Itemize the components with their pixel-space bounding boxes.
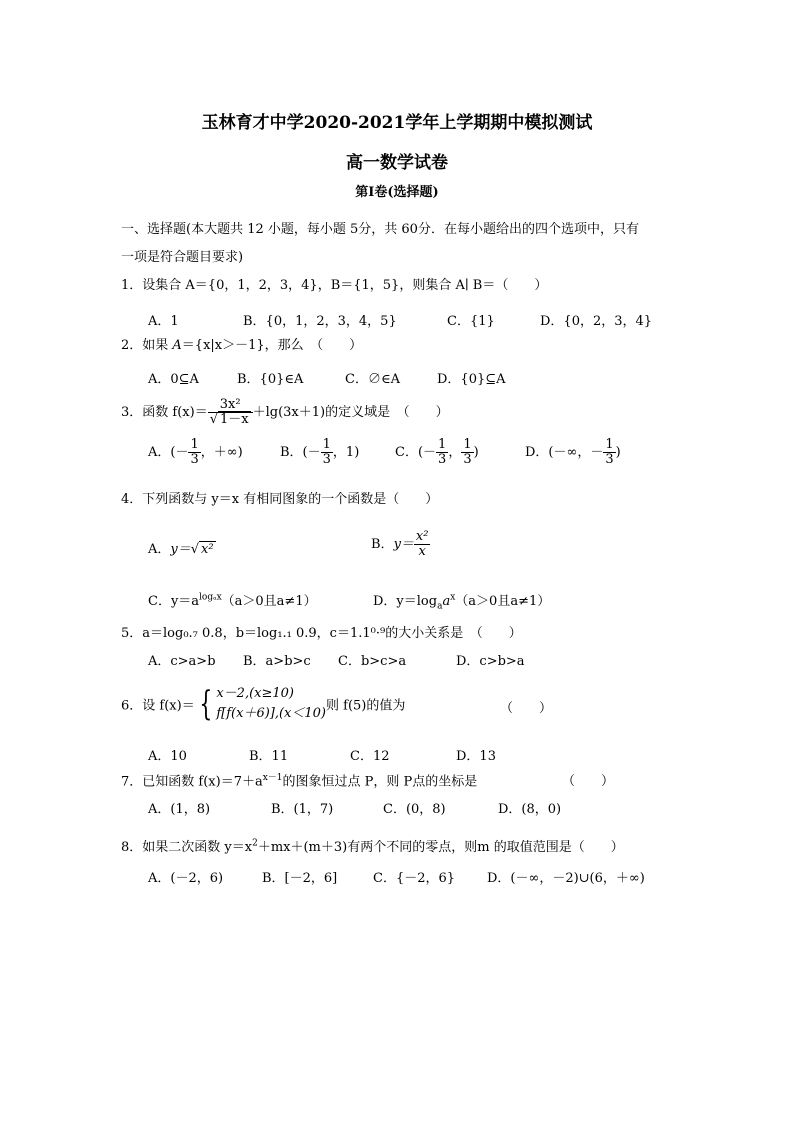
question-7-option-b: B．(1，7): [271, 802, 334, 817]
question-3-option-c: [395, 438, 479, 467]
question-4-option-c: [148, 590, 317, 609]
instructions-line2: 一项是符合题目要求): [121, 250, 244, 265]
question-2-option-d: D．{0}⊆A: [437, 372, 506, 387]
question-8-stem: [121, 836, 624, 855]
question-2-stem-a: 2．如果: [121, 338, 173, 353]
question-5-stem: 5．a＝log₀.₇ 0.8，b＝log₁.₁ 0.9，c＝1.1⁰·⁹的大小关系是 （ ）: [121, 626, 522, 641]
question-7-stem: [121, 770, 477, 789]
q7-sup: x－1: [262, 773, 283, 783]
question-6-option-d: D．13: [456, 749, 496, 764]
q4a-y: y＝: [170, 542, 191, 557]
question-3-option-d: [525, 438, 621, 467]
question-2-stem-c: ＝{x|x＞－1}，那么 （ ）: [181, 338, 363, 353]
q4b-num: x²: [415, 529, 429, 544]
question-1-option-d: D．{0，2，3，4}: [540, 314, 653, 329]
q3b-num: 1: [322, 437, 331, 452]
question-4-stem: 4．下列函数与 y＝x 有相同图象的一个函数是（ ）: [121, 492, 439, 507]
q3a-post: ，＋∞): [200, 445, 243, 460]
question-3-option-a: [148, 438, 243, 467]
question-6-option-a: A．10: [148, 749, 187, 764]
question-4-option-d: [373, 590, 550, 612]
paper-title: 高一数学试卷: [346, 153, 448, 173]
question-1-stem: 1．设集合 A＝{0，1，2，3，4}，B＝{1，5}，则集合 A∣ B＝（ ）: [121, 278, 548, 293]
q4a-radicand: x²: [201, 542, 214, 557]
q7-post: 的图象恒过点 P，则 P点的坐标是: [282, 774, 478, 790]
question-1-option-b: B．{0，1，2，3，4，5}: [243, 314, 397, 329]
q3c-den2: 3: [463, 452, 472, 467]
q3a-pre: A．(－: [148, 445, 189, 460]
q4d-main: D．y＝log: [373, 594, 438, 609]
q6-pre: 6．设 f(x)＝: [121, 698, 195, 714]
question-3-fraction: [208, 398, 253, 427]
q6-post: 则 f(5)的值为: [326, 698, 406, 714]
question-7-option-d: D．(8，0): [498, 802, 562, 817]
q4a-pre: A．: [148, 542, 171, 557]
question-4-option-a: A．y＝√ x²: [148, 542, 214, 557]
q3b-pre: B．(－: [280, 445, 321, 460]
question-8-option-a: A．(－2，6): [148, 871, 224, 886]
question-2-option-c: C．∅∈A: [345, 372, 400, 387]
q4c-tail: （a＞0且a≠1）: [221, 594, 317, 609]
school-title: 玉林育才中学2020-2021学年上学期期中模拟测试: [201, 113, 593, 133]
q3c-num2: 1: [463, 437, 472, 452]
q3c-den1: 3: [438, 452, 447, 467]
question-6-option-b: B．11: [249, 749, 289, 764]
question-2-option-b: B．{0}∈A: [237, 372, 304, 387]
q4c-sup: logₐx: [199, 592, 222, 603]
question-7-option-a: A．(1，8): [148, 802, 211, 817]
question-8-option-b: B．[－2，6]: [262, 871, 338, 886]
question-2-stem-b: A: [172, 338, 182, 353]
q3d-num: 1: [605, 437, 614, 452]
q3c-pre: C．(－: [395, 445, 437, 460]
question-7-paren: （ ）: [562, 774, 615, 789]
q4d-mid: a: [442, 594, 451, 609]
question-8-option-c: C．{－2，6}: [373, 871, 456, 886]
instructions-line1: 一、选择题(本大题共 12 小题，每小题 5分，共 60分．在每小题给出的四个选项中，只有: [121, 222, 639, 237]
question-3-denominator-radicand: 1－x: [220, 412, 249, 427]
q6-piece1: x－2,(x≥10): [216, 686, 294, 701]
question-1-option-c: C．{1}: [447, 314, 495, 329]
q4d-sup: x: [450, 592, 456, 603]
q7-pre: 7．已知函数 f(x)＝7＋a: [121, 774, 263, 790]
q3d-pre: D．(－∞，－: [525, 445, 604, 460]
question-6-stem: [121, 684, 405, 724]
q6-pieces: [216, 684, 326, 724]
question-6-paren: （ ）: [500, 701, 553, 716]
question-8-option-d: D．(－∞，－2)∪(6，＋∞): [487, 871, 645, 886]
q4d-tail: （a＞0且a≠1）: [455, 594, 551, 609]
q3b-den: 3: [322, 452, 331, 467]
question-7-option-c: C．(0，8): [383, 802, 446, 817]
q6-piece2: f[f(x＋6)],(x＜10): [216, 706, 327, 721]
q4b-pre: B．: [371, 537, 394, 552]
question-3-denominator: √ 1－x: [209, 412, 249, 427]
question-5-option-b: B．a>b>c: [243, 654, 311, 669]
q8-post: ＋mx＋(m＋3)有两个不同的零点，则m 的取值范围是（ ）: [257, 840, 624, 855]
q4b-y: y＝: [393, 537, 414, 552]
q3c-post: ): [473, 445, 479, 460]
q3b-post: ，1): [332, 445, 360, 460]
q3a-den: 3: [190, 452, 199, 467]
question-5-option-c: C．b>c>a: [338, 654, 407, 669]
question-4-option-b: [371, 530, 430, 559]
question-5-option-a: A．c>a>b: [148, 654, 216, 669]
question-2-stem: [121, 334, 362, 353]
q3c-mid: ，: [448, 445, 462, 460]
q8-pre: 8．如果二次函数 y＝x: [121, 840, 253, 855]
question-3-option-b: [280, 438, 359, 467]
q3c-num1: 1: [438, 437, 447, 452]
question-1-option-a: A．1: [148, 314, 179, 329]
question-3-stem: [121, 398, 449, 427]
question-6-option-c: C．12: [350, 749, 390, 764]
question-2-option-a: A．0⊆A: [148, 372, 199, 387]
question-5-option-d: D．c>b>a: [456, 654, 525, 669]
question-3-numerator: 3x²: [208, 398, 253, 413]
q8-sup: 2: [252, 838, 258, 849]
question-3-suffix: ＋lg(3x＋1)的定义域是 （ ）: [252, 405, 449, 420]
q4b-den: x: [418, 544, 426, 559]
q3d-post: ): [615, 445, 621, 460]
q4c-main: C．y＝a: [148, 594, 200, 609]
q3d-den: 3: [605, 452, 614, 467]
question-3-prefix: 3．函数 f(x)＝: [121, 405, 208, 420]
q3a-num: 1: [190, 437, 199, 452]
q4d-sub: a: [437, 601, 443, 612]
q6-brace: {: [199, 684, 213, 724]
section-title: 第Ⅰ卷(选择题): [355, 185, 439, 200]
